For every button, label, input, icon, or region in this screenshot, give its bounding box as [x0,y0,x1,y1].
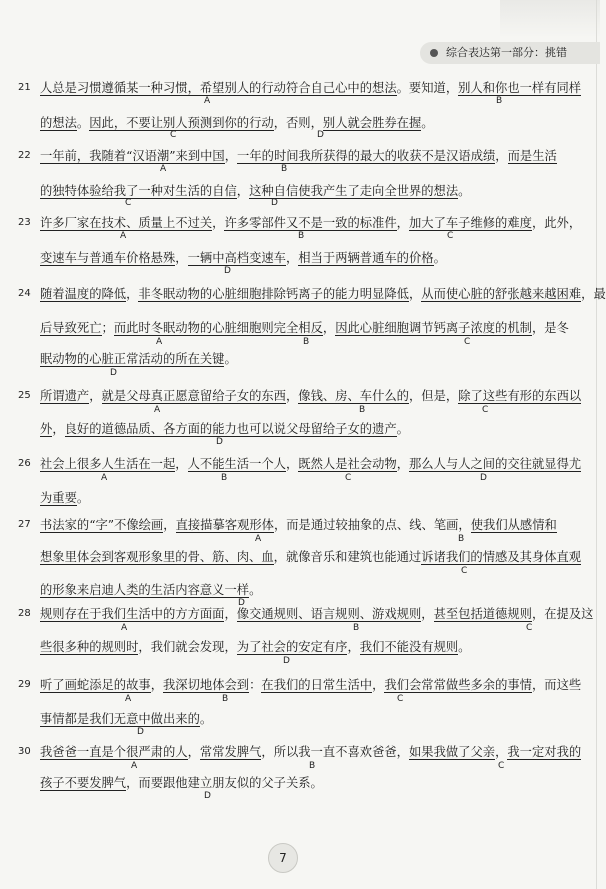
text-segment: ， [187,745,200,759]
text-segment: ， [224,149,238,163]
text-segment: ， [236,184,250,198]
question-number: 28 [18,608,31,619]
sentence-line [40,351,237,367]
underlined-segment: 使我们从感情和 [470,518,557,532]
option-label-d: D [238,598,245,608]
underlined-segment: 相当于两辆普通车的价格 [298,251,434,265]
underlined-segment: 像钱、房、车什么的 [298,389,409,403]
question-number: 21 [18,82,31,93]
option-label-d: D [216,437,223,447]
option-label-d: D [110,368,117,378]
sentence-line [40,80,581,96]
sentence-line [40,148,557,164]
option-label-a: A [125,694,132,704]
underlined-segment: 别人就会胜券在握 [322,116,422,130]
option-label-d: D [271,198,278,208]
underlined-segment: 别人和你也一样有同样 [458,81,582,95]
sentence-line [40,606,593,622]
text-segment: ， [126,287,139,301]
underlined-segment: 常常发脾气 [199,745,262,759]
text-segment: ，是冬 [531,321,569,335]
option-label-c: C [170,130,177,140]
text-segment: 。 [249,583,262,597]
option-label-b: B [298,231,305,241]
question-number: 24 [18,288,31,299]
underlined-segment: 想象里体会到客观形象里的骨、筋、肉、血 [40,550,274,564]
sentence-line [40,421,409,437]
underlined-segment: 眠动物的心脏正常活动的所在关键 [40,352,225,366]
option-label-a: A [160,164,167,174]
option-label-b: B [353,623,360,633]
option-label-a: A [204,96,211,106]
underlined-segment: 社会上很多人生活在一起 [40,457,176,471]
text-segment: 。 [76,491,90,505]
text-segment: ，所以我一直不喜欢爸爸， [261,745,409,759]
text-segment: ， [322,321,336,335]
sentence-line [40,711,212,727]
underlined-segment: 良好的道德品质、各方面的能力也可以说父母留给子女的遗产 [64,422,397,436]
underlined-segment: 许多零部件又不是一致的标准件 [224,216,397,230]
sentence-line [40,286,606,302]
underlined-segment: 因此心脏细胞调节钙离子浓度的机制 [335,321,532,335]
sentence-line [40,388,581,404]
underlined-segment: 一年前，我随着“汉语潮”来到中国 [40,149,225,163]
question-number: 22 [18,150,31,161]
question-number: 26 [18,458,31,469]
underlined-segment: 的想法 [40,116,77,130]
option-label-c: C [345,473,352,483]
sentence-line [40,183,470,199]
sentence-line [40,115,434,131]
question-number: 30 [18,746,31,757]
underlined-segment: 随着温度的降低 [40,287,127,301]
text-segment: ， [175,251,188,265]
text-segment: ， [212,216,225,230]
text-segment: ， [396,457,409,471]
text-segment: 。 [421,116,434,130]
option-label-c: C [464,337,471,347]
underlined-segment: 那么人与人之间的交往就显得尤 [409,457,582,471]
question-number: 23 [18,217,31,228]
option-label-d: D [137,727,144,737]
sentence-line [40,677,581,693]
underlined-segment: 的独特体验给我了一种对生活的自信 [40,184,237,198]
text-segment: ， [175,457,188,471]
underlined-segment: 非冬眠动物的心脏细胞排除钙离子的能力明显降低 [138,287,409,301]
option-label-c: C [461,566,468,576]
option-label-a: A [255,534,262,544]
sentence-line [40,490,89,506]
option-label-a: A [120,231,127,241]
text-segment: 。要知道， [396,81,459,95]
underlined-segment: 既然人是社会动物 [298,457,397,471]
underlined-segment: 书法家的“字”不像绘画 [40,518,164,532]
underlined-segment: 我深切地体会到 [163,678,250,692]
underlined-segment: 而是生活 [507,149,557,163]
text-segment: ， [347,640,360,654]
page-edge [596,0,597,889]
option-label-b: B [222,694,229,704]
option-label-d: D [204,791,211,801]
underlined-segment: 孩子不要发脾气 [40,776,127,790]
text-segment: 。 [224,352,237,366]
underlined-segment: 些很多种的规则时 [40,640,139,654]
underlined-segment: 变速车与普通车价格悬殊 [40,251,176,265]
option-label-c: C [397,694,404,704]
text-segment: 。 [458,184,471,198]
underlined-segment: 许多厂家在技术、质量上不过关 [40,216,213,230]
sentence-line [40,639,470,655]
option-label-c: C [498,761,505,771]
sentence-line [40,215,581,231]
option-label-c: C [447,231,454,241]
text-segment: ， [285,389,299,403]
sentence-line [40,456,581,472]
option-label-b: B [496,96,503,106]
text-segment: 。 [433,251,446,265]
sentence-line [40,250,446,266]
underlined-segment: 后导致死亡 [40,321,102,335]
top-shade [500,0,600,38]
option-label-c: C [526,623,533,633]
underlined-segment: 从而使心脏的舒张越来越困难 [421,287,582,301]
sentence-line [40,549,581,565]
underlined-segment: 直接描摹客观形体 [175,518,274,532]
option-label-a: A [131,761,138,771]
option-label-b: B [303,337,310,347]
text-segment: 。 [396,422,409,436]
text-segment: ， [495,149,508,163]
text-segment: ， [495,745,508,759]
text-segment: ， [396,216,409,230]
text-segment: ， [372,678,385,692]
underlined-segment: 如果我做了父亲 [408,745,496,759]
underlined-segment: 诉诸我们的情感及其身体直观 [421,550,582,564]
question-number: 29 [18,679,31,690]
section-header [420,42,600,64]
option-label-d: D [283,656,290,666]
underlined-segment: 为了社会的安定有序 [236,640,348,654]
option-label-a: A [154,405,161,415]
underlined-segment: 我一定对我的 [507,745,582,759]
option-label-b: B [359,405,366,415]
text-segment: ， [89,389,102,403]
underlined-segment: 人不能生活一个人 [187,457,286,471]
text-segment: ，我们就会发现， [138,640,237,654]
text-segment: ，而是通过较抽象的点、线、笔画， [273,518,471,532]
underlined-segment: 在我们的日常生活中 [261,678,373,692]
sentence-line [40,582,261,598]
underlined-segment: 加大了车子维修的难度 [408,216,532,230]
option-label-d: D [224,266,231,276]
option-label-b: B [221,473,228,483]
underlined-segment: 而此时冬眠动物的心脏细胞则完全相反 [113,321,323,335]
underlined-segment: 像交通规则、语言规则、游戏规则 [236,607,422,621]
text-segment: ，此外， [531,216,582,230]
page-number: 7 [268,843,298,873]
question-number: 25 [18,390,31,401]
sentence-line [40,517,557,533]
sentence-line [40,775,323,791]
text-segment: ， [52,422,65,436]
option-label-a: A [101,473,108,483]
text-segment: ： [249,678,262,692]
section-title: 综合表达第一部分：挑错 [446,46,567,59]
underlined-segment: 听了画蛇添足的故事 [40,678,151,692]
text-segment: ，在提及这 [531,607,594,621]
sentence-line [40,320,569,336]
underlined-segment: 事情都是我们无意中做出来的 [40,712,200,726]
option-label-a: A [121,623,128,633]
text-segment: 。 [199,712,213,726]
option-label-c: C [125,198,132,208]
option-label-a: A [156,337,163,347]
underlined-segment: 为重要 [40,491,77,505]
option-label-c: C [482,405,489,415]
underlined-segment: 我们不能没有规则 [359,640,459,654]
option-label-b: B [458,534,465,544]
text-segment: ， [224,607,237,621]
text-segment: ， [163,518,176,532]
text-segment: ，但是， [408,389,459,403]
underlined-segment: 所谓遗产 [40,389,90,403]
text-segment: ， [285,457,299,471]
underlined-segment: 甚至包括道德规则 [433,607,532,621]
underlined-segment: 规则存在于我们生活中的方方面面 [40,607,225,621]
underlined-segment: 因此，不要让别人预测到你的行动 [89,116,274,130]
option-label-d: D [480,473,487,483]
option-label-b: B [281,164,288,174]
underlined-segment: 我们会常常做些多余的事情 [384,678,532,692]
text-segment: ； [101,321,114,335]
underlined-segment: 人总是习惯遵循某一种习惯，希望别人的行动符合自己心中的想法 [40,81,397,95]
underlined-segment: 我爸爸一直是个很严肃的人 [40,745,188,759]
text-segment: ， [421,607,434,621]
underlined-segment: 除了这些有形的东西以 [458,389,582,403]
underlined-segment: 就是父母真正愿意留给子女的东西 [101,389,286,403]
text-segment: ， [408,287,422,301]
text-segment: ，否则， [273,116,323,130]
text-segment: ，而这些 [531,678,582,692]
question-number: 27 [18,519,31,530]
underlined-segment: 一辆中高档变速车 [187,251,286,265]
underlined-segment: 外 [40,422,53,436]
text-segment: ，最 [581,287,606,301]
text-segment: ， [285,251,299,265]
underlined-segment: 的形象来启迪人类的生活内容意义一样 [40,583,250,597]
text-segment: 。 [458,640,471,654]
underlined-segment: 一年的时间我所获得的最大的收获不是汉语成绩 [237,149,496,163]
underlined-segment: 这种自信使我产生了走向全世界的想法 [249,184,459,198]
sentence-line [40,744,581,760]
text-segment: ，而要跟他建立朋友似的父子关系。 [126,776,323,790]
text-segment: ，就像音乐和建筑也能通过 [273,550,422,564]
bullet-icon [430,49,438,57]
option-label-b: B [309,761,316,771]
text-segment: ， [150,678,163,692]
text-segment: 。 [76,116,90,130]
option-label-d: D [317,130,324,140]
